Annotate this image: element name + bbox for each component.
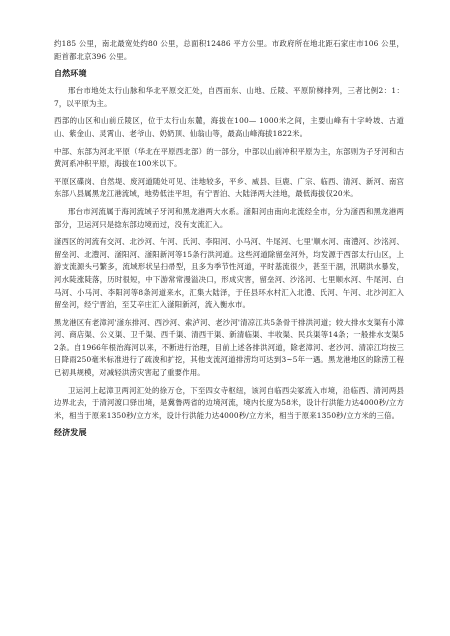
- section-heading-natural-environment: 自然环境: [54, 69, 87, 79]
- section-heading-economic-development: 经济发展: [54, 428, 87, 438]
- paragraph-heilonggang-rivers: 黑龙港区有老漳河'滏东排河、西沙河、索泸河、老沙河'清凉江共5条骨干排洪河道；较大排水支渠有小漳河、商店渠、公义渠、卫千渠、西千渠、清西干渠、新清临渠、丰收渠、民兵渠等14条；一般排水支渠52条。自1966年根治海河以来，不断进行治理，目前上述各排洪河道，除老漳河、老沙河、清凉江均按三日降雨250毫米标准进行了疏浚和扩挖，其他支流河道排涝均可达到3~5年一遇。黑龙港地区的除涝工程已初具规模，对减轻洪涝灾害起了重要作用。: [54, 317, 404, 378]
- paragraph-central-eastern-plain: 中部、东部为河北平原（华北在平原西北部）的一部分，中部以山前冲积平原为主，东部则为子牙河和古黄河系冲积平原，海拔在100米以下。: [54, 146, 404, 169]
- paragraph-terrain-overview: 邢台市地处太行山脉和华北平原交汇处，自西而东、山地、丘陵、平原阶梯排列，三者比例2：1：7，以平原为主。: [54, 86, 404, 108]
- paragraph-weiyun-river: 卫运河上起漳卫两河汇处的徐万仓，下至四女寺枢纽，该河自临西尖冢流入市境，沿临西、清河两县边界北去，于清河渡口驿出境，是冀鲁两省的边境河流，境内长度为58米，设计行洪能力达4000秒/立方米，相当于原来1350秒/立方米，设计行洪能力达4000秒/立方米，相当于原来1350秒/立方米的三倍。: [54, 385, 404, 420]
- paragraph-fuxi-rivers: 滏西区的河流有交河、北沙河、午河、氏河、李阳河、小马河、牛尾河、七里'顺水河、南澧河、沙洺河、留垒河、北澧河、滏阳河、滏阳新河等15条行洪河道。这些河道除留垒河外，均发源于西部太行山区，上游支流源头弓繁多，流域形状呈扫帚型，且多为季节性河道，平时基流很少，甚至干涸，汛期洪水暴发，河水陡涨陡落，历时很短，中下游常常漫溢决口，形成灾害，留垒河、沙洺河、七里顺水河、牛尾河、白马河、小马河、李阳河等8条河道来水，汇集大陆泽，于任县环水村汇入北澧、氏河、午河、北沙河汇入留垒河，经宁晋泊，至艾辛庄汇入滏阳新河，流入衡水市。: [54, 237, 404, 310]
- document-body: [54, 38, 404, 444]
- paragraph-location-intro: 约185 公里，南北最宽处约80 公里，总面积12486 平方公里。市政府所在地北距石家庄市106 公里，距首都北京396 公里。: [54, 39, 404, 61]
- paragraph-western-mountains: 西部的山区和山前丘陵区，位于太行山东麓，海拔在100— 1000米之间，主要山峰有十字岭坡、古道山、紫金山、灵霄山、老爷山、奶奶顶、仙翁山等，最高山峰海拔1822米。: [54, 116, 404, 138]
- paragraph-plain-lowlands: 平原区碟岗、自然堤、废河道随处可见、洼地较多，平乡、威县、巨鹿、广宗、临西、清河、新河、南宫东部八县属黑龙江港流域，地势低洼平坦，有宁晋泊、大陆泽两大洼地，最低海拔仅20米。: [54, 176, 404, 199]
- paragraph-river-systems: 邢台市河流属于海河流域子牙河和黑龙港两大水系。滏阳河由南向北流经全市，分为滏西和黑龙港两部分，卫运河只是捻东部边境而过，没有支流汇入。: [54, 206, 404, 229]
